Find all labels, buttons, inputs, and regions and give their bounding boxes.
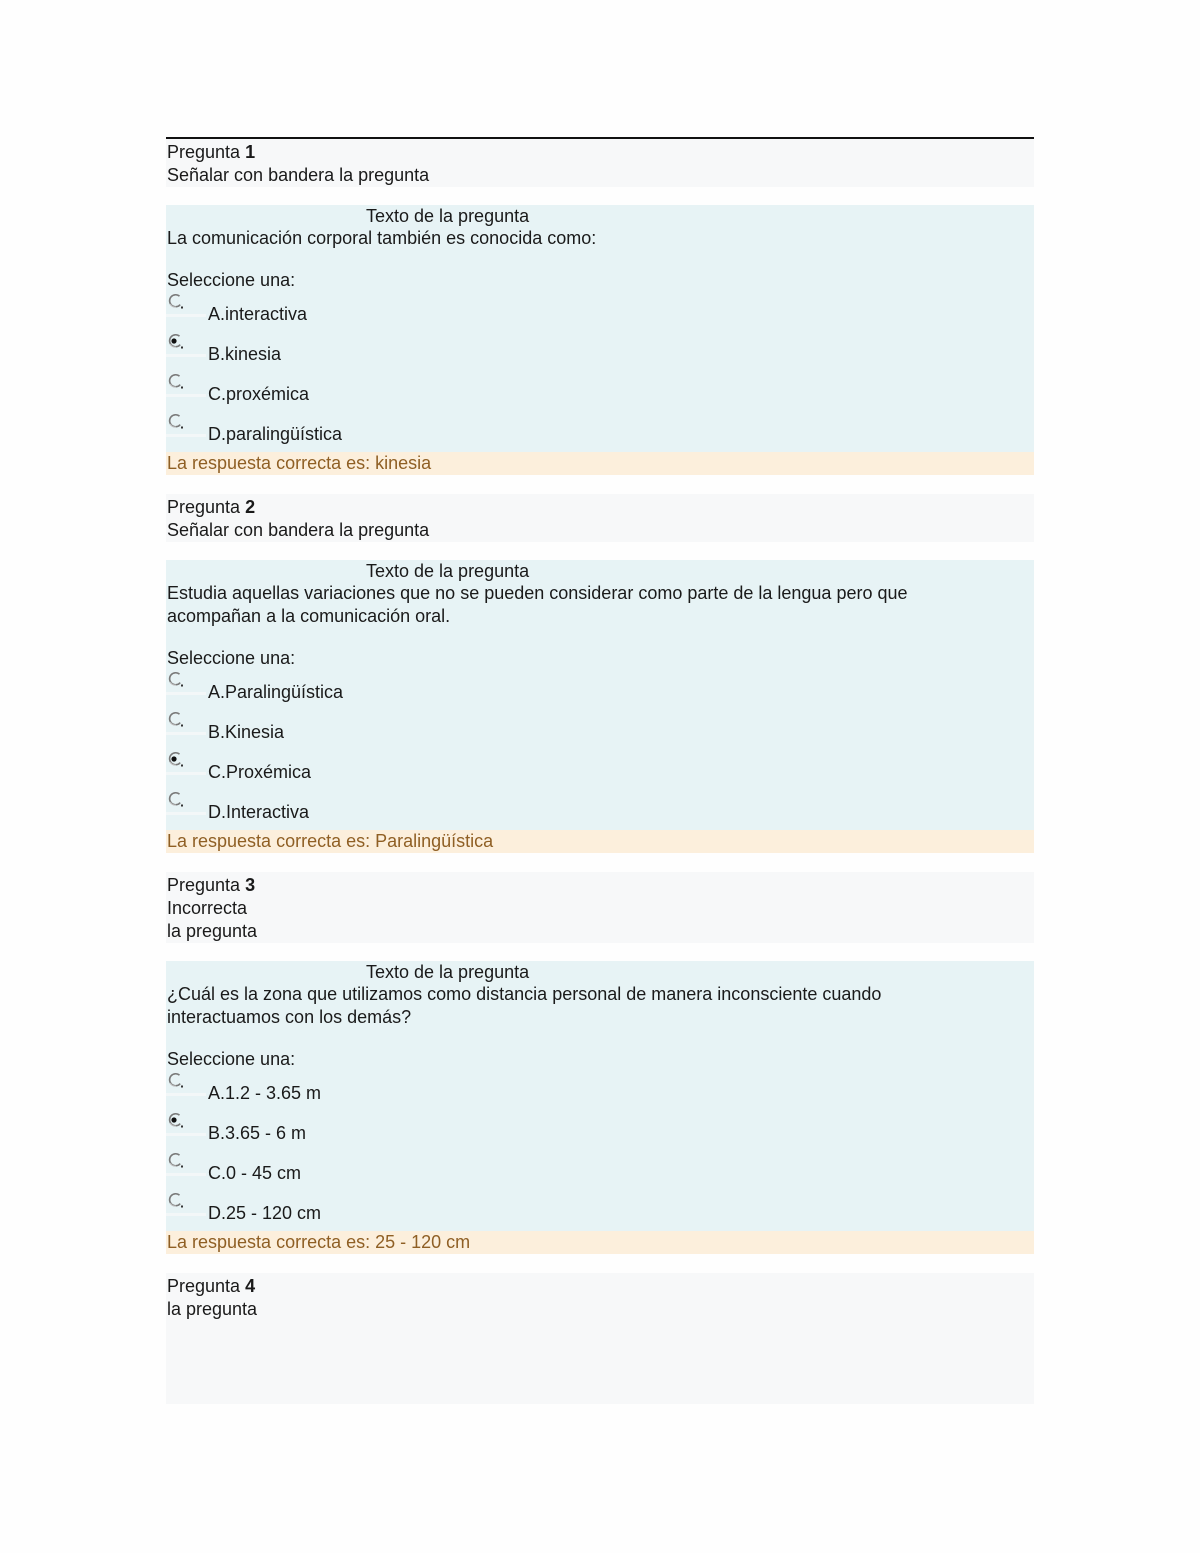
option-label[interactable]: A.Paralingüística — [208, 682, 344, 702]
option-label[interactable]: C.Proxémica — [208, 762, 312, 782]
question-1-answers — [167, 292, 1034, 452]
radio-unselected-icon[interactable] — [167, 1192, 185, 1210]
question-1-info — [166, 139, 1034, 187]
radio-underline — [166, 1133, 206, 1136]
question-2-option-c[interactable] — [167, 750, 1034, 790]
radio-selected-icon[interactable] — [167, 333, 185, 351]
question-1-prompt: Seleccione una: — [167, 270, 296, 290]
radio-unselected-icon[interactable] — [167, 293, 185, 311]
radio-underline — [166, 812, 206, 815]
question-2-option-d[interactable] — [167, 790, 1034, 830]
option-label[interactable]: D.Interactiva — [208, 802, 310, 822]
quiz-review-page — [166, 137, 1034, 1404]
question-4-info — [166, 1273, 1034, 1404]
question-2-heading: Pregunta 2 — [167, 497, 256, 517]
question-3-heading: Pregunta 3 — [167, 875, 256, 895]
question-1-option-d[interactable] — [167, 412, 1034, 452]
question-2-text-label: Texto de la pregunta — [366, 561, 530, 581]
question-3-number: 3 — [245, 875, 256, 895]
radio-underline — [166, 394, 206, 397]
question-1-option-c[interactable] — [167, 372, 1034, 412]
option-label[interactable]: A.1.2 - 3.65 m — [208, 1083, 322, 1103]
radio-unselected-icon[interactable] — [167, 373, 185, 391]
option-label[interactable]: C.proxémica — [208, 384, 310, 404]
question-2-prompt: Seleccione una: — [167, 648, 296, 668]
question-3-info — [166, 872, 1034, 943]
radio-underline — [166, 732, 206, 735]
option-label[interactable]: B.kinesia — [208, 344, 282, 364]
radio-unselected-icon[interactable] — [167, 413, 185, 431]
question-3-option-c[interactable] — [167, 1151, 1034, 1191]
radio-selected-icon[interactable] — [167, 751, 185, 769]
question-3-text: ¿Cuál es la zona que utilizamos como distancia personal de manera inconsciente cuando interactuamos con los demás? — [167, 984, 882, 1027]
radio-unselected-icon[interactable] — [167, 671, 185, 689]
radio-underline — [166, 692, 206, 695]
radio-selected-icon[interactable] — [167, 1112, 185, 1130]
question-3-answers — [167, 1071, 1034, 1231]
radio-unselected-icon[interactable] — [167, 1152, 185, 1170]
question-1-heading: Pregunta 1 — [167, 142, 256, 162]
question-1-option-b[interactable] — [167, 332, 1034, 372]
question-2-text: Estudia aquellas variaciones que no se pueden considerar como parte de la lengua pero que acompañan a la comunicación oral. — [167, 583, 908, 626]
option-label[interactable]: C.0 - 45 cm — [208, 1163, 302, 1183]
question-2-formulation — [166, 560, 1034, 830]
radio-underline — [166, 772, 206, 775]
question-1-text-label: Texto de la pregunta — [366, 206, 530, 226]
question-1-option-a[interactable] — [167, 292, 1034, 332]
radio-underline — [166, 354, 206, 357]
question-2-answers — [167, 670, 1034, 830]
question-2-feedback: La respuesta correcta es: Paralingüística — [166, 830, 1034, 853]
question-3-text-label: Texto de la pregunta — [366, 962, 530, 982]
radio-unselected-icon[interactable] — [167, 711, 185, 729]
question-3-feedback: La respuesta correcta es: 25 - 120 cm — [166, 1231, 1034, 1254]
question-3-option-a[interactable] — [167, 1071, 1034, 1111]
radio-underline — [166, 1173, 206, 1176]
flag-question-2-link[interactable]: Señalar con bandera la pregunta — [167, 520, 430, 540]
option-label[interactable]: D.paralingüística — [208, 424, 343, 444]
radio-underline — [166, 434, 206, 437]
radio-underline — [166, 1093, 206, 1096]
flag-question-1-link[interactable]: Señalar con bandera la pregunta — [167, 165, 430, 185]
option-label[interactable]: D.25 - 120 cm — [208, 1203, 322, 1223]
option-label[interactable]: A.interactiva — [208, 304, 308, 324]
question-1-text: La comunicación corporal también es conocida como: — [167, 228, 597, 248]
question-1-formulation — [166, 205, 1034, 452]
question-2-option-a[interactable] — [167, 670, 1034, 710]
question-3-prompt: Seleccione una: — [167, 1049, 296, 1069]
question-3-state: Incorrecta — [167, 898, 248, 918]
question-3-option-d[interactable] — [167, 1191, 1034, 1231]
flag-question-3-link[interactable]: la pregunta — [167, 921, 258, 941]
question-1-feedback: La respuesta correcta es: kinesia — [166, 452, 1034, 475]
question-3-formulation — [166, 961, 1034, 1231]
radio-unselected-icon[interactable] — [167, 791, 185, 809]
option-label[interactable]: B.3.65 - 6 m — [208, 1123, 307, 1143]
question-4-number: 4 — [245, 1276, 256, 1296]
question-1-number: 1 — [245, 142, 256, 162]
question-2-number: 2 — [245, 497, 256, 517]
question-2-option-b[interactable] — [167, 710, 1034, 750]
radio-underline — [166, 1213, 206, 1216]
option-label[interactable]: B.Kinesia — [208, 722, 285, 742]
flag-question-4-link[interactable]: la pregunta — [167, 1299, 258, 1319]
radio-unselected-icon[interactable] — [167, 1072, 185, 1090]
question-4-heading: Pregunta 4 — [167, 1276, 256, 1296]
question-3-option-b[interactable] — [167, 1111, 1034, 1151]
question-2-info — [166, 494, 1034, 542]
radio-underline — [166, 314, 206, 317]
